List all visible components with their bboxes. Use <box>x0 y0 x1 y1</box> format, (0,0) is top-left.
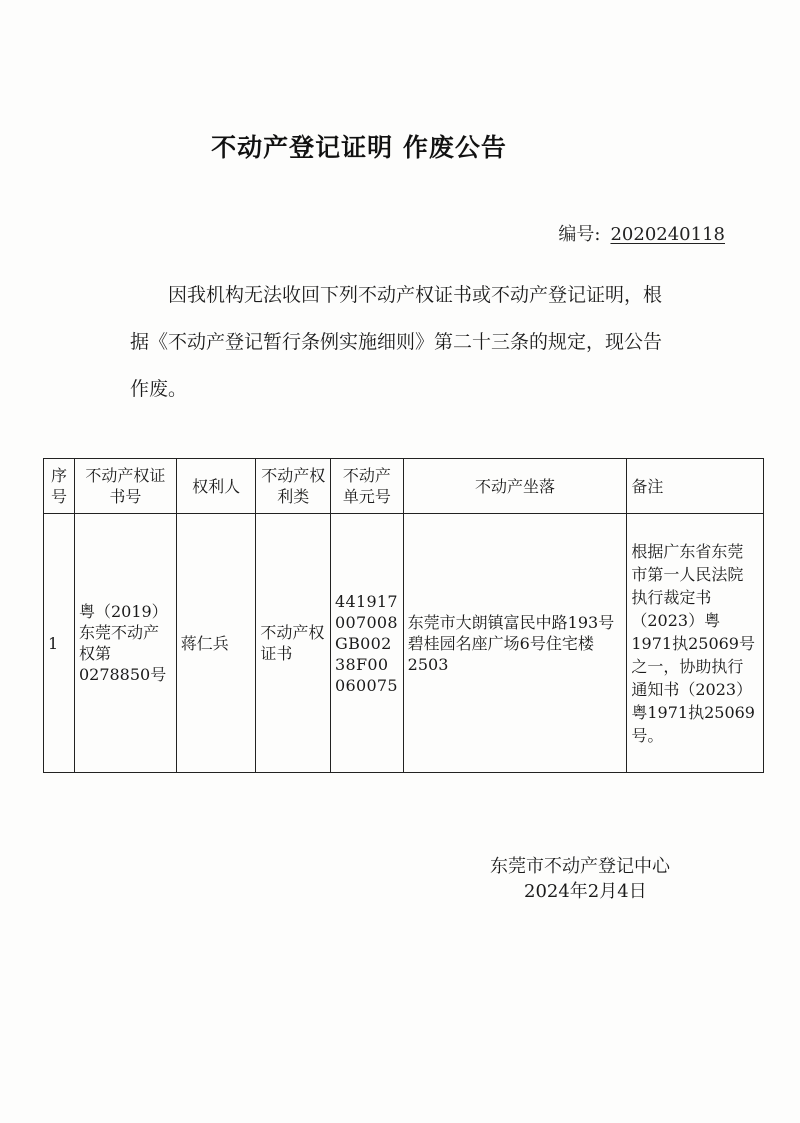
document-number-value: 2020240118 <box>610 224 725 245</box>
cell-seq: 1 <box>44 514 75 773</box>
cell-cert-no: 粤（2019）东莞不动产权第0278850号 <box>74 514 176 773</box>
body-line: 据《不动产登记暂行条例实施细则》第二十三条的规定，现公告 <box>130 331 663 353</box>
table-row <box>44 514 764 773</box>
cell-right-type: 不动产权证书 <box>256 514 331 773</box>
issue-date: 2024年2月4日 <box>524 881 647 902</box>
header-location: 不动产坐落 <box>403 459 627 514</box>
header-cert-no: 不动产权证书号 <box>74 459 176 514</box>
header-seq: 序号 <box>44 459 75 514</box>
table-header-row <box>44 459 764 514</box>
header-remark: 备注 <box>627 459 764 514</box>
page-title: 不动产登记证明 作废公告 <box>211 133 507 162</box>
header-unit-no: 不动产单元号 <box>331 459 404 514</box>
header-owner: 权利人 <box>176 459 256 514</box>
voided-certificates-table <box>43 458 764 773</box>
body-line: 作废。 <box>130 378 188 400</box>
cell-location: 东莞市大朗镇富民中路193号碧桂园名座广场6号住宅楼2503 <box>403 514 627 773</box>
document-number <box>558 220 725 246</box>
notice-body <box>130 272 710 413</box>
cell-remark: 根据广东省东莞市第一人民法院执行裁定书（2023）粤1971执25069号之一，协助执行通知书（2023）粤1971执25069号。 <box>627 514 764 773</box>
cell-unit-no: 441917007008GB00238F00060075 <box>331 514 404 773</box>
issuing-organization: 东莞市不动产登记中心 <box>490 856 670 877</box>
body-line: 因我机构无法收回下列不动产权证书或不动产登记证明，根 <box>168 284 663 306</box>
document-number-label: 编号: <box>558 224 601 245</box>
cell-owner: 蒋仁兵 <box>176 514 256 773</box>
header-right-type: 不动产权利类 <box>256 459 331 514</box>
